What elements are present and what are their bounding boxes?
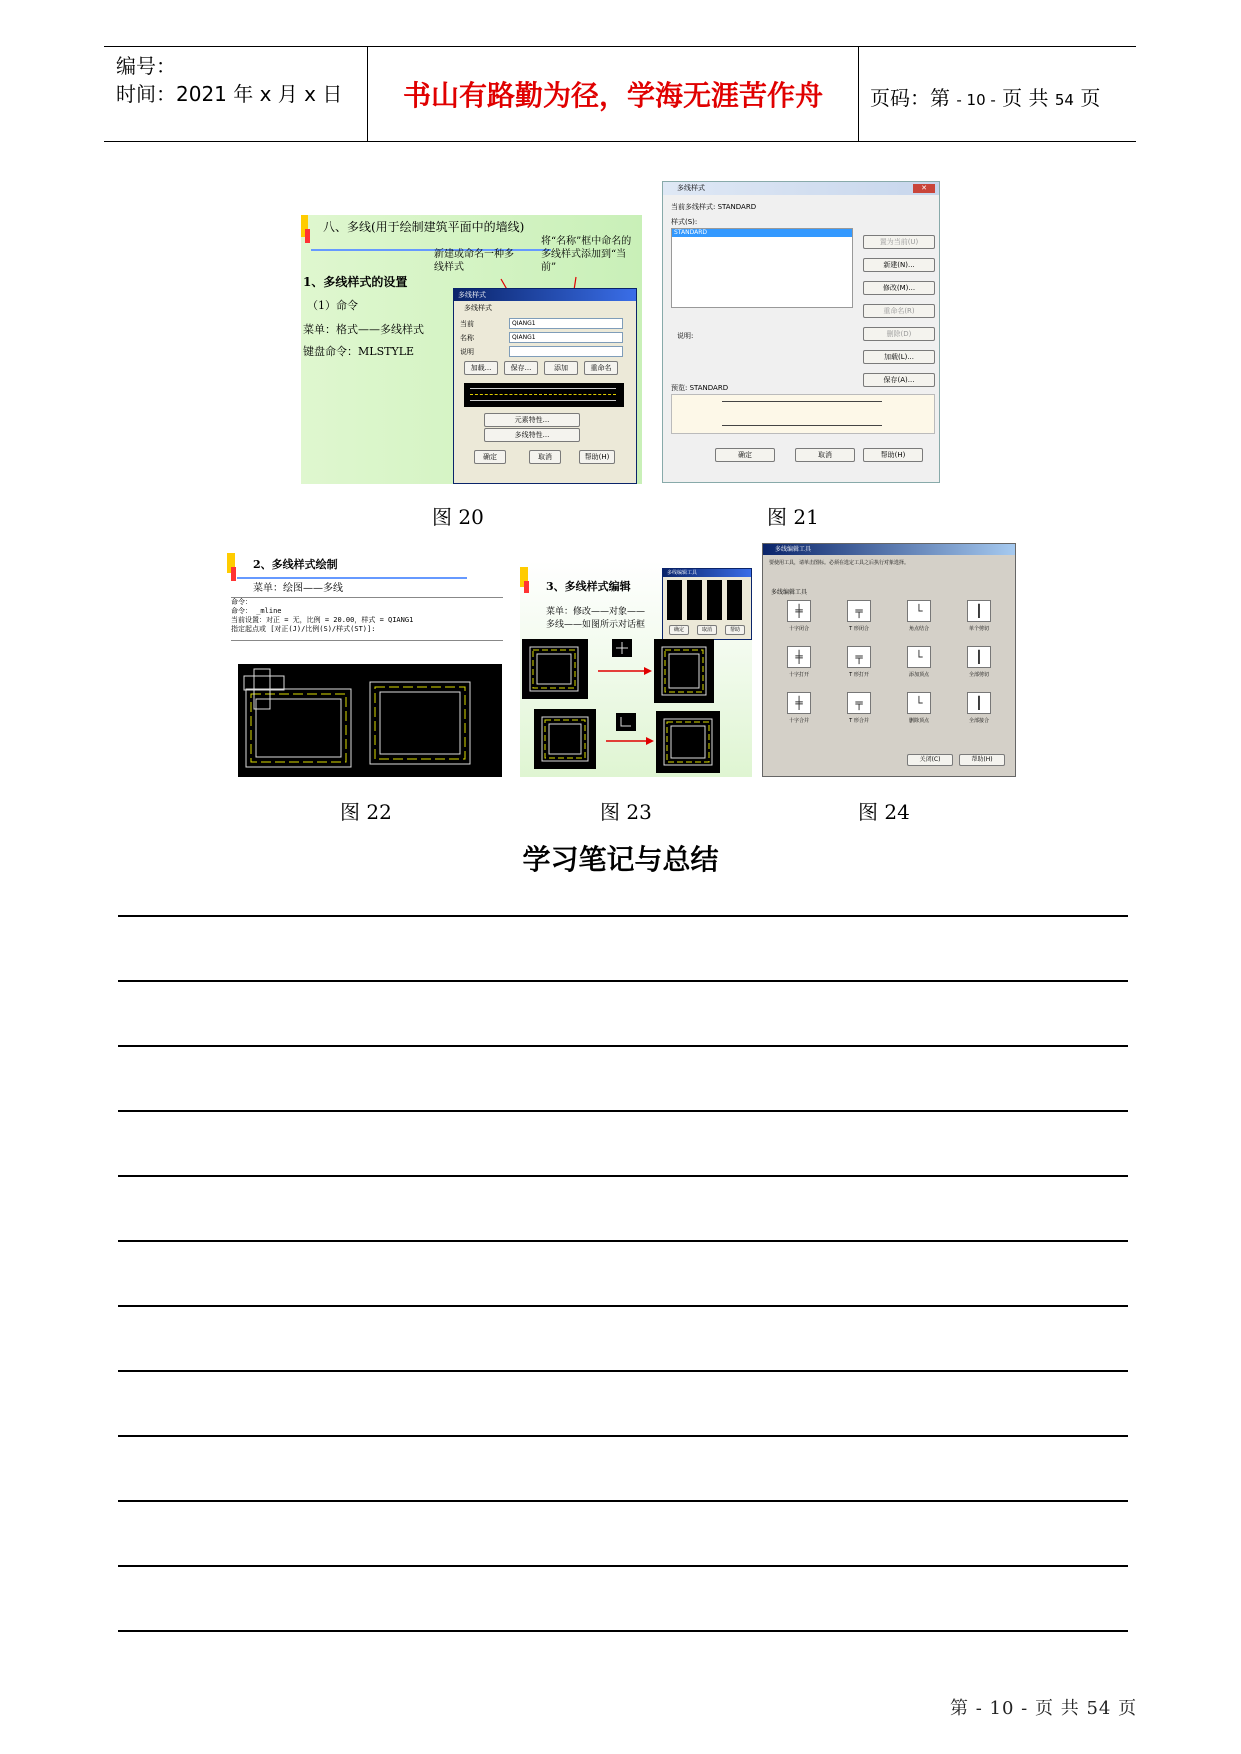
fig20-desc-label: 说明 — [460, 348, 474, 356]
notes-title: 学习笔记与总结 — [522, 843, 719, 876]
fig24-tool-label: T 形合并 — [849, 718, 869, 724]
fig20-preview — [464, 383, 624, 407]
fig20-callout-new: 新建或命名一种多线样式 — [434, 249, 514, 273]
fig21-modify-button[interactable]: 修改(M)... — [863, 281, 935, 295]
fig24-tool[interactable] — [777, 646, 821, 686]
fig23-help-button[interactable]: 帮助 — [725, 625, 745, 635]
fig24-tool[interactable] — [897, 600, 941, 640]
fig20-name-input[interactable]: QIANG1 — [509, 332, 623, 343]
fig24-help-button[interactable]: 帮助(H) — [959, 754, 1005, 766]
fig20-heading: 1、多线样式的设置 — [303, 275, 408, 289]
fig24-tool[interactable] — [837, 646, 881, 686]
fig21-cancel-button[interactable]: 取消 — [795, 448, 855, 462]
fig24-tool[interactable] — [897, 646, 941, 686]
fig22-cmd-line1: 命令： — [231, 598, 252, 606]
footer-mid: 页 共 — [1034, 1698, 1080, 1719]
mline-tool-icon[interactable]: ╪ — [787, 600, 811, 622]
fig24-hint: 要使用工具，请单击图标。必须在选定工具之后执行对象选择。 — [769, 560, 910, 566]
page-footer — [950, 1694, 1137, 1720]
fig24-tool[interactable] — [837, 692, 881, 732]
fig20-callout-add: 将“名称”框中命名的多线样式添加到“当前” — [541, 236, 632, 273]
mline-tool-icon[interactable]: ╤ — [847, 600, 871, 622]
footer-page: - 10 - — [975, 1698, 1029, 1719]
slide-accent-red — [231, 567, 236, 581]
footer-suffix: 页 — [1118, 1698, 1138, 1719]
fig24-tool[interactable] — [777, 600, 821, 640]
fig23-menu2: 多线——如图所示对话框 — [546, 620, 646, 630]
fig20-group-label: 多线样式 — [464, 304, 492, 312]
fig20-dialog — [453, 288, 637, 484]
mline-tool-icon[interactable]: └ — [907, 646, 931, 668]
figure-23 — [520, 561, 752, 777]
page-mid: 页 共 — [1002, 86, 1049, 110]
header-divider-right — [858, 46, 859, 142]
header-page-info — [870, 82, 1100, 111]
fig21-save-button[interactable]: 保存(A)... — [863, 373, 935, 387]
fig24-tool-label: 单个剪切 — [968, 626, 989, 632]
page-suffix: 页 — [1080, 86, 1101, 110]
mline-tool-icon[interactable]: ┃ — [967, 646, 991, 668]
fig24-tool-label: 角点结合 — [908, 626, 929, 632]
fig24-tool-label: T 形打开 — [849, 672, 869, 678]
caption-fig23: 图 23 — [600, 800, 652, 824]
fig21-delete-button[interactable]: 删除(D) — [863, 327, 935, 341]
fig21-setcurrent-button[interactable]: 置为当前(U) — [863, 235, 935, 249]
caption-fig21: 图 21 — [767, 505, 819, 529]
fig22-command-window[interactable] — [231, 597, 503, 641]
note-line[interactable] — [118, 1305, 1128, 1307]
fig24-tool[interactable] — [837, 600, 881, 640]
fig20-title: 八、多线(用于绘制建筑平面中的墙线) — [323, 220, 525, 234]
fig20-item1: （1）命令 — [307, 299, 358, 312]
fig20-load-button[interactable]: 加载... — [464, 361, 498, 375]
fig23-dialog-title: 多线编辑工具 — [663, 569, 751, 577]
fig24-tool[interactable] — [897, 692, 941, 732]
fig20-menu: 菜单：格式——多线样式 — [303, 323, 424, 336]
fig21-ok-button[interactable]: 确定 — [715, 448, 775, 462]
figure-22 — [227, 553, 512, 777]
fig23-ok-button[interactable]: 确定 — [669, 625, 689, 635]
fig20-dialog-title: 多线样式 — [454, 289, 636, 301]
fig22-drawing — [238, 664, 502, 777]
fig24-title: 多线编辑工具 — [763, 544, 1015, 555]
fig24-tool-label: 全部接合 — [968, 718, 989, 724]
fig20-current-select[interactable]: QIANG1 — [509, 318, 623, 329]
fig22-heading: 2、多线样式绘制 — [253, 558, 338, 571]
fig20-keyboard: 键盘命令：MLSTYLE — [303, 345, 415, 358]
fig21-list-item[interactable]: STANDARD — [672, 229, 852, 237]
fig21-help-button[interactable]: 帮助(H) — [863, 448, 923, 462]
note-line[interactable] — [118, 1435, 1128, 1437]
header-motto: 书山有路勤为径，学海无涯苦作舟 — [402, 79, 823, 112]
header-left-cell — [116, 52, 342, 108]
figure-21 — [662, 181, 940, 483]
fig21-current-style: 当前多线样式: STANDARD — [671, 203, 757, 211]
fig21-title: 多线样式 — [677, 184, 705, 192]
page-number: - 10 - — [956, 91, 996, 109]
note-line[interactable] — [118, 1240, 1128, 1242]
fig21-titlebar — [663, 182, 939, 195]
note-line[interactable] — [118, 1045, 1128, 1047]
fig20-element-props-button[interactable]: 元素特性... — [484, 413, 580, 427]
fig21-desc-label: 说明: — [677, 332, 694, 340]
close-icon[interactable]: ✕ — [913, 184, 935, 193]
fig20-mline-props-button[interactable]: 多线特性... — [484, 428, 580, 442]
fig21-preview — [671, 394, 935, 434]
fig24-tool[interactable] — [777, 692, 821, 732]
fig20-name-label: 名称 — [460, 334, 474, 342]
fig22-drawing-area — [238, 664, 502, 777]
fig24-tool-label: 十字打开 — [788, 672, 809, 678]
mline-tool-icon[interactable]: ╪ — [787, 692, 811, 714]
fig20-add-button[interactable]: 添加 — [544, 361, 578, 375]
caption-fig22: 图 22 — [340, 800, 392, 824]
fig21-style-list[interactable] — [671, 228, 853, 308]
fig24-tool-label: 添加顶点 — [908, 672, 929, 678]
page-total: 54 — [1054, 91, 1074, 109]
fig22-cmd-line2: 命令： _mline — [231, 607, 282, 615]
note-line[interactable] — [118, 1565, 1128, 1567]
note-line[interactable] — [118, 1500, 1128, 1502]
footer-total: 54 — [1086, 1698, 1112, 1719]
note-line[interactable] — [118, 1370, 1128, 1372]
mline-tool-icon[interactable]: ╪ — [787, 646, 811, 668]
fig21-load-button[interactable]: 加载(L)... — [863, 350, 935, 364]
fig23-cancel-button[interactable]: 取消 — [697, 625, 717, 635]
caption-fig24: 图 24 — [858, 800, 910, 824]
fig21-new-button[interactable]: 新建(N)... — [863, 258, 935, 272]
fig24-tool-label: 删除顶点 — [908, 718, 929, 724]
page-prefix: 页码：第 — [870, 86, 950, 110]
fig24-tool[interactable] — [957, 600, 1001, 640]
mline-tool-icon[interactable]: └ — [907, 692, 931, 714]
mline-tool-icon[interactable]: ┃ — [967, 600, 991, 622]
fig24-tool-label: 全部剪切 — [968, 672, 989, 678]
fig20-rename-button[interactable]: 重命名 — [584, 361, 618, 375]
header-bottom-rule — [104, 141, 1136, 142]
serial-label: 编号： — [116, 54, 176, 78]
note-line[interactable] — [118, 915, 1128, 917]
fig22-menu: 菜单：绘图——多线 — [253, 583, 343, 594]
time-label: 时间：2021 年 x 月 x 日 — [116, 82, 343, 106]
figure-20 — [301, 215, 642, 484]
fig24-tool-label: T 形闭合 — [849, 626, 869, 632]
fig22-cmd-line3: 当前设置：对正 = 无，比例 = 20.00，样式 = QIANG1 — [231, 616, 414, 624]
fig20-cancel-button[interactable]: 取消 — [529, 450, 561, 464]
note-line[interactable] — [118, 1110, 1128, 1112]
fig20-ok-button[interactable]: 确定 — [474, 450, 506, 464]
fig20-desc-input[interactable] — [509, 346, 623, 357]
header-top-rule — [104, 46, 1136, 47]
fig24-group: 多线编辑工具 — [771, 589, 808, 596]
fig20-current-label: 当前 — [460, 320, 474, 328]
fig21-styles-label: 样式(S): — [671, 218, 698, 226]
fig23-drawings — [520, 561, 752, 777]
note-line[interactable] — [118, 980, 1128, 982]
fig24-tool-label: 十字闭合 — [788, 626, 809, 632]
fig20-help-button[interactable]: 帮助(H) — [579, 450, 615, 464]
fig22-cmd-line4: 指定起点或 [对正(J)/比例(S)/样式(ST)]: — [231, 625, 376, 633]
fig24-tool-label: 十字合并 — [788, 718, 809, 724]
footer-prefix: 第 — [950, 1698, 969, 1719]
fig21-preview-label: 预览: STANDARD — [671, 384, 729, 392]
note-line[interactable] — [118, 1630, 1128, 1632]
fig24-close-button[interactable]: 关闭(C) — [907, 754, 953, 766]
fig21-rename-button[interactable]: 重命名(R) — [863, 304, 935, 318]
fig23-menu: 菜单：修改——对象—— — [546, 607, 646, 617]
fig23-heading: 3、多线样式编辑 — [546, 580, 631, 593]
note-line[interactable] — [118, 1175, 1128, 1177]
mline-tool-icon[interactable]: └ — [907, 600, 931, 622]
mline-tool-icon[interactable]: ╤ — [847, 692, 871, 714]
figure-24 — [762, 543, 1016, 777]
fig20-save-button[interactable]: 保存... — [504, 361, 538, 375]
fig24-tool[interactable] — [957, 692, 1001, 732]
mline-tool-icon[interactable]: ╤ — [847, 646, 871, 668]
caption-fig20: 图 20 — [432, 505, 484, 529]
fig24-tool[interactable] — [957, 646, 1001, 686]
mline-tool-icon[interactable]: ┃ — [967, 692, 991, 714]
